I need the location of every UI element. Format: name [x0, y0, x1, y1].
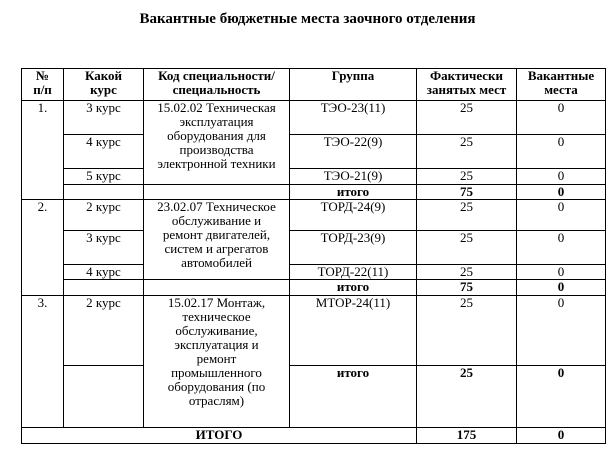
table-row [22, 296, 606, 366]
vacant-cell: 0 [517, 135, 606, 169]
group-cell: ТЭО-22(9) [290, 135, 417, 169]
page-title: Вакантные бюджетные места заочного отделения [139, 11, 476, 27]
actual-cell: 25 [417, 231, 517, 265]
section-num: 2. [22, 200, 64, 296]
grand-total-vacant: 0 [517, 428, 606, 444]
course-cell: 2 курс [64, 296, 144, 366]
subtotal-row [22, 280, 606, 296]
subtotal-label: итого [290, 280, 417, 296]
section-num: 3. [22, 296, 64, 428]
actual-cell: 25 [417, 200, 517, 231]
table-row [22, 169, 606, 185]
course-cell: 3 курс [64, 101, 144, 135]
group-cell: ТЭО-21(9) [290, 169, 417, 185]
group-cell: ТОРД-24(9) [290, 200, 417, 231]
header-row [22, 69, 606, 101]
subtotal-actual: 75 [417, 280, 517, 296]
subtotal-actual: 25 [417, 366, 517, 428]
group-cell: ТОРД-22(11) [290, 265, 417, 280]
section-num: 1. [22, 101, 64, 200]
vacant-cell: 0 [517, 265, 606, 280]
vacancies-table [21, 68, 606, 444]
actual-cell: 25 [417, 296, 517, 366]
grand-total-label: ИТОГО [22, 428, 417, 444]
vacant-cell: 0 [517, 200, 606, 231]
group-cell: МТОР-24(11) [290, 296, 417, 366]
header-course: Какой курс [64, 69, 144, 101]
grand-total-actual: 175 [417, 428, 517, 444]
header-group: Группа [290, 69, 417, 101]
grand-total-row [22, 428, 606, 444]
header-specialty: Код специальности/ специальность [144, 69, 290, 101]
course-cell: 4 курс [64, 265, 144, 280]
header-actual: Фактически занятых мест [417, 69, 517, 101]
specialty-cell: 15.02.02 Техническая эксплуатация оборудования для производства электронной техники [144, 101, 290, 185]
vacant-cell: 0 [517, 169, 606, 185]
course-cell: 3 курс [64, 231, 144, 265]
specialty-cell: 15.02.17 Монтаж, техническое обслуживание, эксплуатация и ремонт промышленного оборудования (по отраслям) [144, 296, 290, 428]
actual-cell: 25 [417, 135, 517, 169]
table-row [22, 231, 606, 265]
group-cell: ТОРД-23(9) [290, 231, 417, 265]
actual-cell: 25 [417, 101, 517, 135]
header-vacant: Вакантные места [517, 69, 606, 101]
vacant-cell: 0 [517, 296, 606, 366]
vacant-cell: 0 [517, 101, 606, 135]
subtotal-row [22, 185, 606, 200]
subtotal-row [22, 366, 606, 428]
subtotal-vacant: 0 [517, 366, 606, 428]
subtotal-label: итого [290, 185, 417, 200]
subtotal-label: итого [290, 366, 417, 428]
actual-cell: 25 [417, 169, 517, 185]
actual-cell: 25 [417, 265, 517, 280]
table-row [22, 265, 606, 280]
table-row [22, 200, 606, 231]
group-cell: ТЭО-23(11) [290, 101, 417, 135]
subtotal-actual: 75 [417, 185, 517, 200]
course-cell: 5 курс [64, 169, 144, 185]
table-row [22, 135, 606, 169]
table-row [22, 101, 606, 135]
vacant-cell: 0 [517, 231, 606, 265]
course-cell: 2 курс [64, 200, 144, 231]
subtotal-vacant: 0 [517, 185, 606, 200]
specialty-cell: 23.02.07 Техническое обслуживание и ремонт двигателей, систем и агрегатов автомобилей [144, 200, 290, 280]
header-num: № п/п [22, 69, 64, 101]
course-cell: 4 курс [64, 135, 144, 169]
subtotal-vacant: 0 [517, 280, 606, 296]
